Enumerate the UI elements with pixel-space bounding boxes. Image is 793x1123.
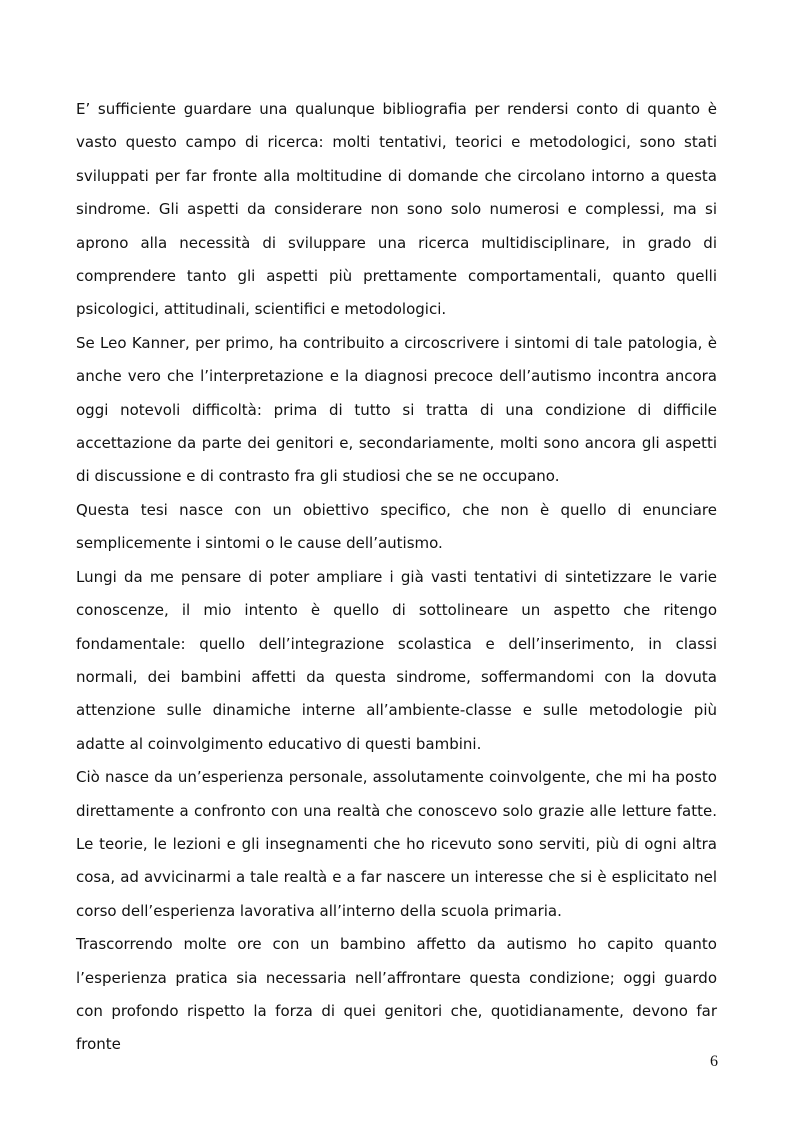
page-number: 6 <box>710 1053 718 1070</box>
paragraph-6: Trascorrendo molte ore con un bambino affetto da autismo ho capito quanto l’esperienza pratica sia necessaria nell’affrontare questa condizione; oggi guardo con profondo rispetto la forza di quei genitori che, quotidianamente, devono far fronte <box>76 935 717 1054</box>
body-text <box>76 93 717 1062</box>
paragraph-4: Lungi da me pensare di poter ampliare i già vasti tentativi di sintetizzare le varie conoscenze, il mio intento è quello di sottolineare un aspetto che ritengo fondamentale: quello dell’integrazione scolastica e dell’inserimento, in classi normali, dei bambini affetti da questa sindrome, soffermandomi con la dovuta attenzione sulle dinamiche interne all’ambiente-classe e sulle metodologie più adatte al coinvolgimento educativo di questi bambini. <box>76 567 717 753</box>
paragraph-2: Se Leo Kanner, per primo, ha contribuito a circoscrivere i sintomi di tale patologia, è anche vero che l’interpretazione e la diagnosi precoce dell’autismo incontra ancora oggi notevoli difficoltà: prima di tutto si tratta di una condizione di difficile accettazione da parte dei genitori e, secondariamente, molti sono ancora gli aspetti di discussione e di contrasto fra gli studiosi che se ne occupano. <box>76 333 717 486</box>
paragraph-3: Questa tesi nasce con un obiettivo specifico, che non è quello di enunciare semplicemente i sintomi o le cause dell’autismo. <box>76 500 717 553</box>
paragraph-5: Ciò nasce da un’esperienza personale, assolutamente coinvolgente, che mi ha posto direttamente a confronto con una realtà che conoscevo solo grazie alle letture fatte. Le teorie, le lezioni e gli insegnamenti che ho ricevuto sono serviti, più di ogni altra cosa, ad avvicinarmi a tale realtà e a far nascere un interesse che si è esplicitato nel corso dell’esperienza lavorativa all’interno della scuola primaria. <box>76 768 717 920</box>
paragraph-1: E’ sufficiente guardare una qualunque bibliografia per rendersi conto di quanto è vasto questo campo di ricerca: molti tentativi, teorici e metodologici, sono stati sviluppati per far fronte alla moltitudine di domande che circolano intorno a questa sindrome. Gli aspetti da considerare non sono solo numerosi e complessi, ma si aprono alla necessità di sviluppare una ricerca multidisciplinare, in grado di comprendere tanto gli aspetti più prettamente comportamentali, quanto quelli psicologici, attitudinali, scientifici e metodologici. <box>76 100 717 319</box>
